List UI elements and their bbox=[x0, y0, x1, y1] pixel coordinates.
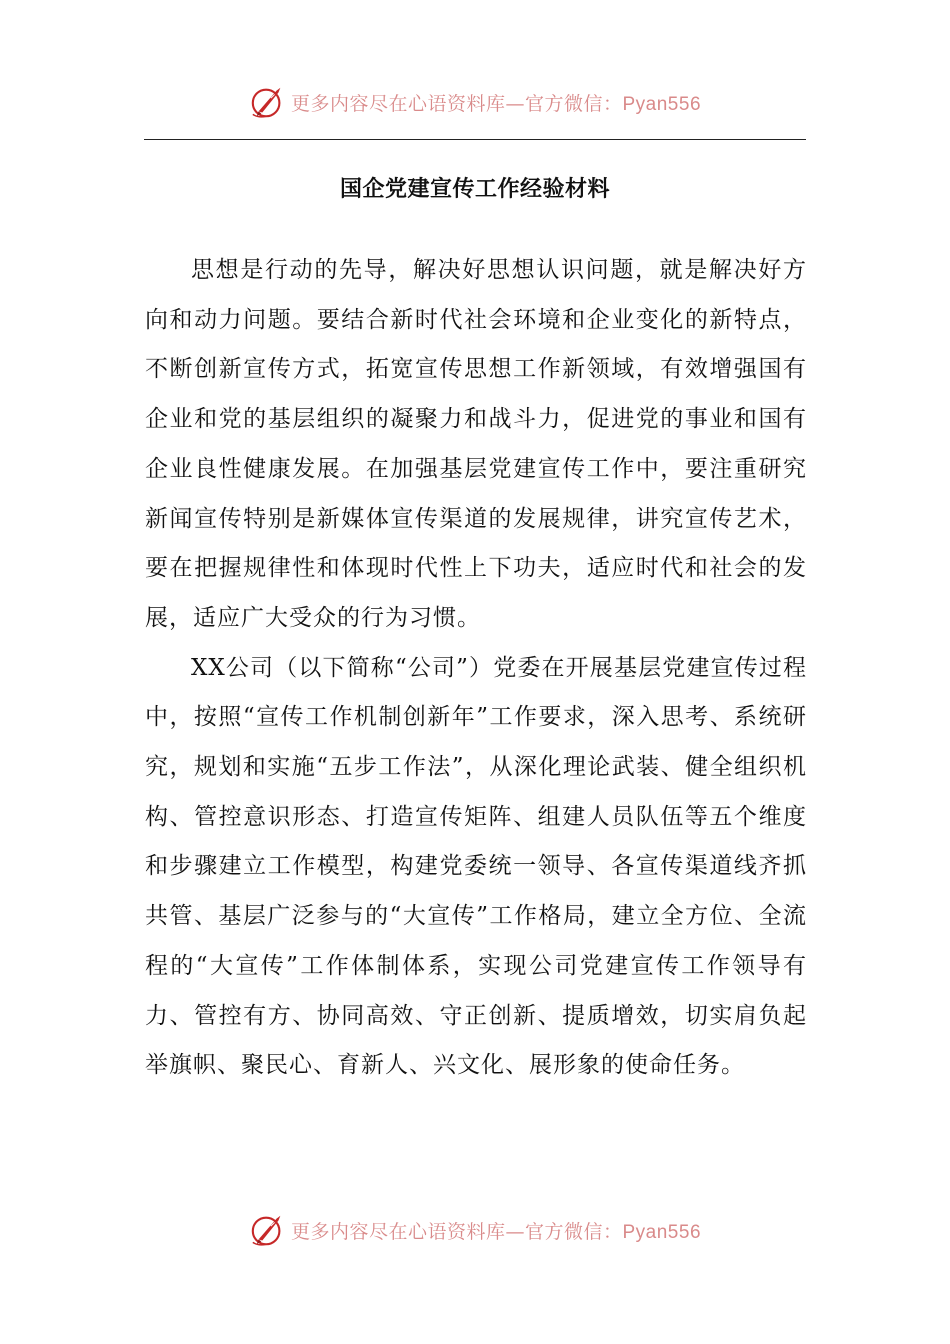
document-body bbox=[145, 246, 807, 1091]
header-banner-contact-id: Pyan556 bbox=[622, 93, 702, 115]
header-banner-text bbox=[291, 89, 701, 116]
header-banner-contact-label: 官方微信： bbox=[524, 92, 623, 115]
paragraph-2: XX公司（以下简称“公司”）党委在开展基层党建宣传过程中，按照“宣传工作机制创新年”工作要求，深入思考、系统研究，规划和实施“五步工作法”，从深化理论武装、健全组织机构、管控意识形态、打造宣传矩阵、组建人员队伍等五个维度和步骤建立工作模型，构建党委统一领导、各宣传渠道线齐抓共管、基层广泛参与的“大宣传”工作格局，建立全方位、全流程的“大宣传”工作体制体系，实现公司党建宣传工作领导有力、管控有方、协同高效、守正创新、提质增效，切实肩负起举旗帜、聚民心、育新人、兴文化、展形象的使命任务。 bbox=[145, 654, 807, 1079]
footer-banner-dash: — bbox=[505, 1220, 525, 1243]
footer-banner-text bbox=[291, 1217, 701, 1244]
footer-banner-contact-label: 官方微信： bbox=[524, 1220, 623, 1243]
header-banner-dash: — bbox=[505, 92, 525, 115]
quill-pen-logo-icon bbox=[249, 83, 287, 121]
paragraph-1: 思想是行动的先导，解决好思想认识问题，就是解决好方向和动力问题。要结合新时代社会环境和企业变化的新特点，不断创新宣传方式，拓宽宣传思想工作新领域，有效增强国有企业和党的基层组织的凝聚力和战斗力，促进党的事业和国有企业良性健康发展。在加强基层党建宣传工作中，要注重研究新闻宣传特别是新媒体宣传渠道的发展规律，讲究宣传艺术，要在把握规律性和体现时代性上下功夫，适应时代和社会的发展，适应广大受众的行为习惯。 bbox=[145, 257, 807, 631]
header-divider bbox=[144, 139, 806, 140]
document-title: 国企党建宣传工作经验材料 bbox=[339, 177, 610, 202]
header-banner bbox=[0, 80, 950, 124]
footer-banner-contact-id: Pyan556 bbox=[622, 1221, 702, 1243]
footer-banner-brand: 更多内容尽在心语资料库 bbox=[290, 1220, 506, 1243]
footer-banner bbox=[0, 1208, 950, 1252]
quill-pen-logo-icon bbox=[249, 1211, 287, 1249]
header-banner-brand: 更多内容尽在心语资料库 bbox=[290, 92, 506, 115]
